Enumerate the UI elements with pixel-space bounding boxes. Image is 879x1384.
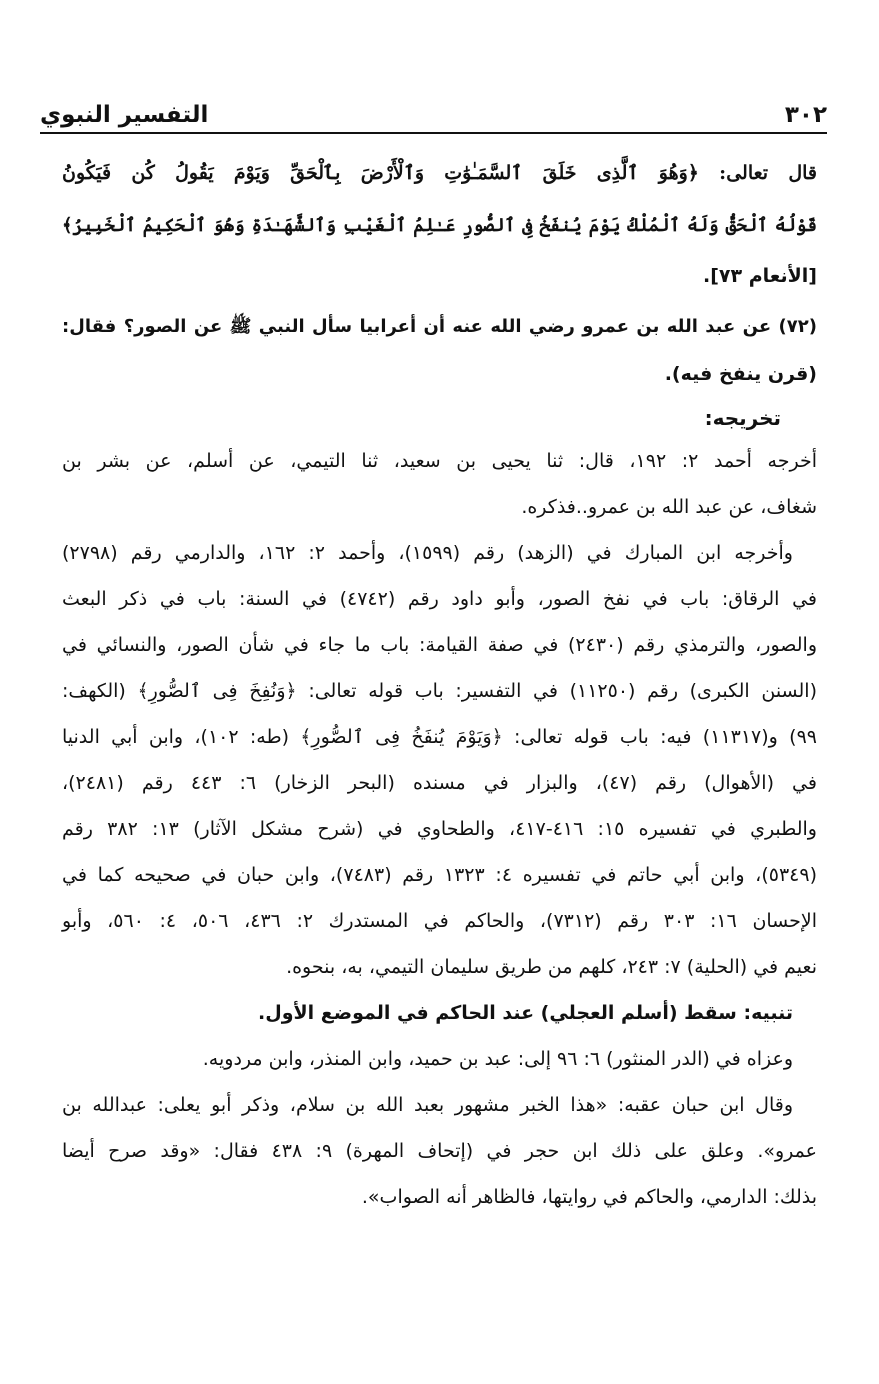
text-line: وقال ابن حبان عقبه: «هذا الخبر مشهور بعبد الله بن سلام، وذكر أبو يعلى: عبدالله بن [62,1094,793,1116]
text-line: (السنن الكبرى) رقم (١١٢٥٠) في التفسير: باب قوله تعالى: ﴿وَنُفِخَ فِى ٱلصُّورِ﴾ (الكهف: [62,680,817,702]
text-line: في (الأهوال) رقم (٤٧)، والبزار في مسنده (البحر الزخار) ٦: ٤٤٣ رقم (٢٤٨١)، [62,772,817,794]
text-line: نعيم في (الحلية) ٧: ٢٤٣، كلهم من طريق سليمان التيمي، به، بنحوه. [286,956,817,978]
text-line: شغاف، عن عبد الله بن عمرو..فذكره. [521,496,817,518]
page-header [40,100,827,134]
text-line: ٩٩) و(١١٣١٧) فيه: باب قوله تعالى: ﴿وَيَوْمَ يُنفَخُ فِى ٱلصُّورِ﴾ (طه: ١٠٢)، وابن أبي الدنيا [62,726,817,748]
text-line: أخرجه أحمد ٢: ١٩٢، قال: ثنا يحيى بن سعيد، ثنا التيمي، عن أسلم، عن بشر بن [62,450,817,472]
takhrij-heading: تخريجه: [704,406,781,430]
text-line: في الرقاق: باب في نفخ الصور، وأبو داود رقم (٤٧٤٢) في السنة: باب في ذكر البعث [62,588,818,610]
takhrij-paragraph [62,530,817,990]
page-number: ٣٠٢ [784,102,827,128]
text-line: تنبيه: سقط (أسلم العجلي) عند الحاكم في الموضع الأول. [257,1002,793,1024]
verse-line: قَوْلُهُ ٱلْحَقُّ وَلَهُ ٱلْمُلْكُ يَوْمَ يُنفَخُ فِى ٱلصُّورِ عَـٰلِمُ ٱلْغَيْبِ وَٱلشَّهَـٰدَةِ وَهُوَ ٱلْحَكِيمُ ٱلْخَبِيرُ﴾ [62,215,817,236]
verse-reference: [الأنعام ٧٣]. [703,265,817,287]
book-title: التفسير النبوي [40,102,209,128]
takhrij-paragraph [62,438,817,530]
hadith-text: (قرن ينفخ فيه). [664,363,817,385]
text-line: وأخرجه ابن المبارك في (الزهد) رقم (١٥٩٩)، وأحمد ٢: ١٦٢، والدارمي رقم (٢٧٩٨) [62,542,793,564]
text-line: والصور، والترمذي رقم (٢٤٣٠) في صفة القيامة: باب ما جاء في شأن الصور، والنسائي في [62,634,817,656]
text-line: بذلك: الدارمي، والحاكم في روايتها، فالظاهر أنه الصواب». [361,1186,817,1208]
takhrij-paragraph [62,1082,817,1220]
takhrij-paragraph [62,1036,817,1082]
text-line: عمرو». وعلق على ذلك ابن حجر في (إتحاف المهرة) ٩: ٤٣٨ فقال: «وقد صرح أيضا [62,1140,817,1162]
note-paragraph [62,990,817,1036]
page-body [62,148,817,1220]
verse-line: قال تعالى: ﴿وَهُوَ ٱلَّذِى خَلَقَ ٱلسَّمَـٰوَٰتِ وَٱلْأَرْضَ بِٱلْحَقِّ وَيَوْمَ يَقُولُ كُن فَيَكُونُ [62,162,817,184]
text-line: الإحسان ١٦: ٣٠٣ رقم (٧٣١٢)، والحاكم في المستدرك ٢: ٤٣٦، ٥٠٦، ٤: ٥٦٠، وأبو [62,910,817,932]
text-line: (٥٣٤٩)، وابن أبي حاتم في تفسيره ٤: ١٣٢٣ رقم (٧٤٨٣)، وابن حبان في صحيحه كما في [62,864,817,886]
hadith-text: (٧٢) عن عبد الله بن عمرو رضي الله عنه أن أعرابيا سأل النبي ﷺ عن الصور؟ فقال: [62,316,817,337]
text-line: وعزاه في (الدر المنثور) ٦: ٩٦ إلى: عبد بن حميد، وابن المنذر، وابن مردويه. [202,1048,793,1070]
text-line: والطبري في تفسيره ١٥: ٤١٦-٤١٧، والطحاوي في (شرح مشكل الآثار) ١٣: ٣٨٢ رقم [62,818,817,840]
